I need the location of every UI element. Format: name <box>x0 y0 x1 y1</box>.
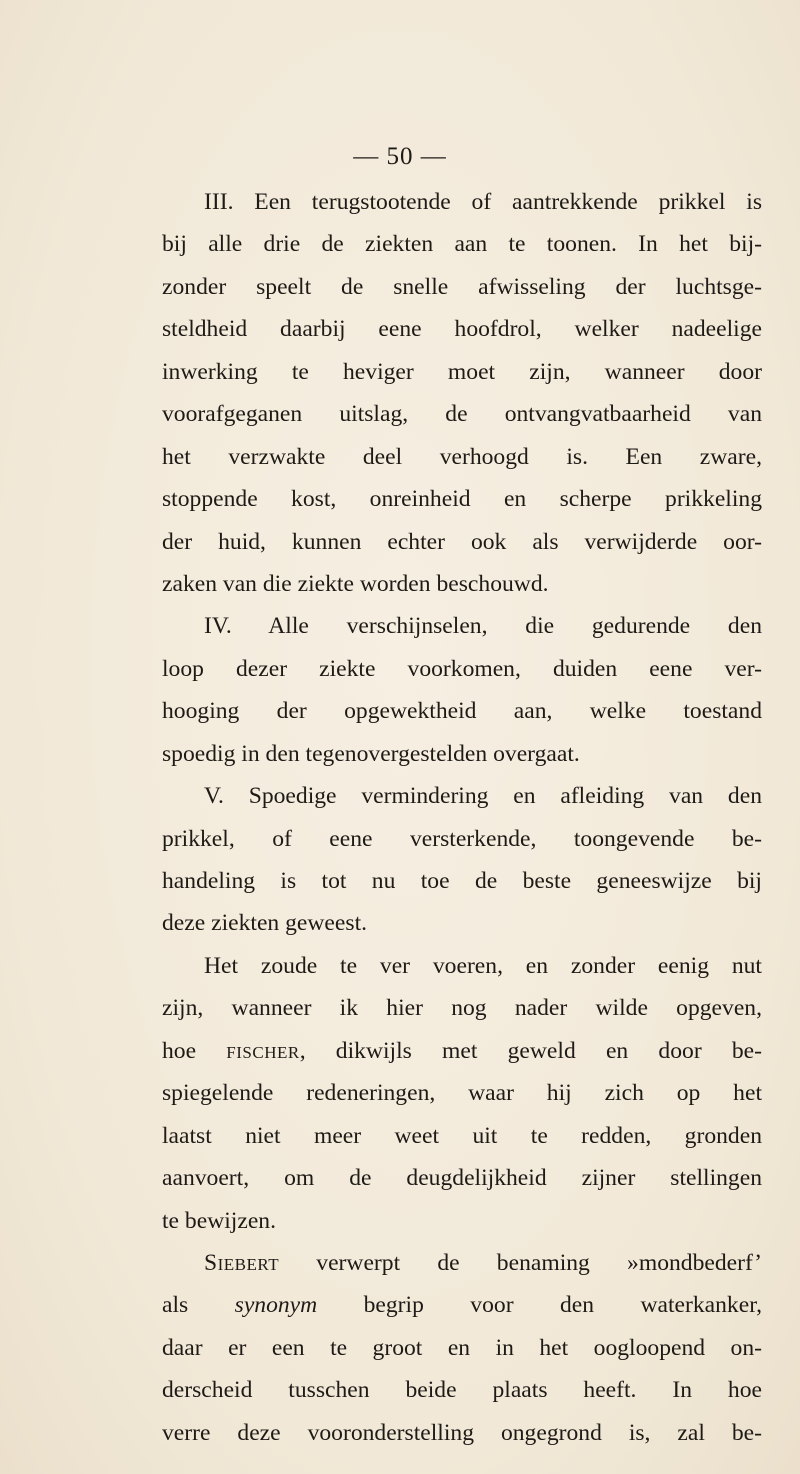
text-run: verre deze vooronderstelling ongegrond is, zal be- <box>162 1419 762 1446</box>
text-line <box>162 478 762 520</box>
text-run: V. Spoedige vermindering en afleiding van den <box>204 783 762 810</box>
text-line <box>162 733 762 775</box>
text-run: Het zoude te ver voeren, en zonder eenig nut <box>204 952 762 979</box>
page-number: — 50 — <box>353 143 447 170</box>
text-line <box>162 818 762 860</box>
text-run: aanvoert, om de deugdelijkheid zijner stellingen <box>162 1165 762 1192</box>
text-run: derscheid tusschen beide plaats heeft. In hoe <box>162 1377 762 1404</box>
author-name: fischer <box>226 1037 300 1064</box>
body-text <box>162 181 762 1454</box>
text-line <box>162 648 762 690</box>
text-line <box>162 1327 762 1369</box>
text-line <box>162 690 762 732</box>
text-run: hooging der opgewektheid aan, welke toestand <box>162 698 762 725</box>
text-run: loop dezer ziekte voorkomen, duiden eene ver- <box>162 655 762 682</box>
text-line <box>162 308 762 350</box>
text-run: te bewijzen. <box>162 1207 276 1234</box>
text-line <box>162 1115 762 1157</box>
text-run: zijn, wanneer ik hier nog nader wilde opgeven, <box>162 995 762 1022</box>
text-run: zaken van die ziekte worden beschouwd. <box>162 570 549 597</box>
text-line <box>162 1284 762 1326</box>
text-line <box>162 860 762 902</box>
text-run: laatst niet meer weet uit te redden, gronden <box>162 1122 762 1149</box>
text-run: , dikwijls met geweld en door be- <box>299 1037 763 1064</box>
text-line <box>162 1200 762 1242</box>
text-line <box>162 393 762 435</box>
text-run: prikkel, of eene versterkende, toongevende be- <box>162 825 762 852</box>
text-run: stoppende kost, onreinheid en scherpe prikkeling <box>162 486 762 513</box>
text-run: hoe <box>162 1037 227 1064</box>
text-run: deze ziekten geweest. <box>162 910 368 937</box>
text-line <box>162 521 762 563</box>
text-run: III. Een terugstootende of aantrekkende prikkel is <box>204 189 762 215</box>
text-line <box>162 775 762 817</box>
text-run: inwerking te heviger moet zijn, wanneer door <box>162 358 762 385</box>
text-run: voorafgeganen uitslag, de ontvangvatbaarheid van <box>162 401 762 428</box>
text-line <box>162 223 762 265</box>
text-line <box>162 1242 762 1284</box>
text-run: steldheid daarbij eene hoofdrol, welker nadeelige <box>162 316 762 343</box>
text-line <box>162 987 762 1029</box>
text-run: bij alle drie de ziekten aan te toonen. In het bij- <box>162 231 762 258</box>
text-line <box>162 181 762 223</box>
text-line <box>162 1369 762 1411</box>
text-line <box>162 902 762 944</box>
text-line <box>162 266 762 308</box>
text-run: spoedig in den tegenovergestelden overgaat. <box>162 740 580 767</box>
text-line <box>162 605 762 647</box>
text-run: als <box>162 1292 235 1319</box>
text-line <box>162 945 762 987</box>
text-run: handeling is tot nu toe de beste geneeswijze bij <box>162 868 762 894</box>
text-run: begrip voor den waterkanker, <box>317 1292 762 1319</box>
text-line <box>162 1412 762 1454</box>
text-run: het verzwakte deel verhoogd is. Een zware, <box>162 443 762 470</box>
text-run: daar er een te groot en in het oogloopend on- <box>162 1334 762 1361</box>
text-line <box>162 1030 762 1072</box>
emphasis-text: synonym <box>234 1292 318 1319</box>
text-line <box>162 351 762 393</box>
text-line <box>162 563 762 605</box>
text-run: verwerpt de benaming »mondbederf’ <box>279 1249 762 1276</box>
text-run: zonder speelt de snelle afwisseling der luchtsge- <box>162 273 762 300</box>
text-run: der huid, kunnen echter ook als verwijderde oor- <box>162 528 762 555</box>
text-run: IV. Alle verschijnselen, die gedurende den <box>204 613 762 640</box>
text-line <box>162 436 762 478</box>
text-run: spiegelende redeneringen, waar hij zich op het <box>162 1080 762 1107</box>
text-line <box>162 1157 762 1199</box>
text-line <box>162 1072 762 1114</box>
author-name: Siebert <box>204 1249 280 1276</box>
